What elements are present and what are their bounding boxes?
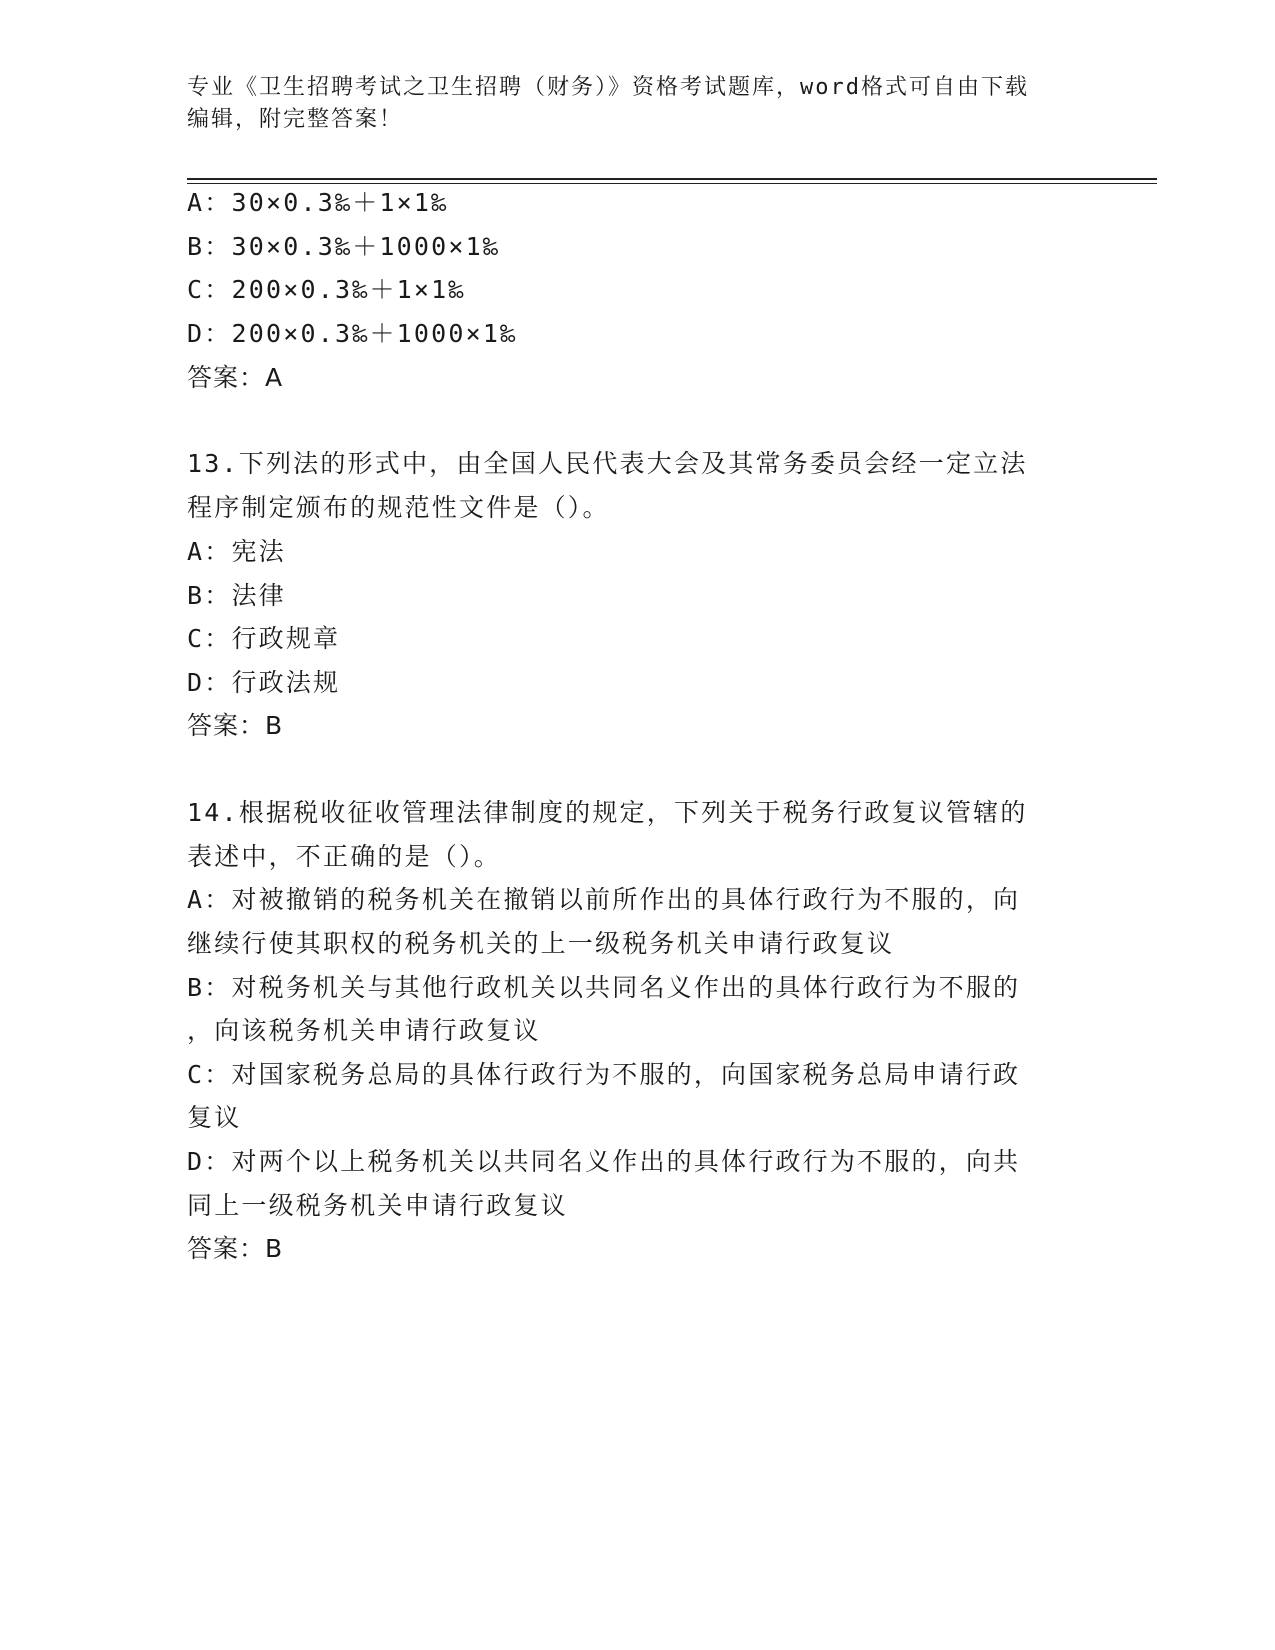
header-rule-thin [187,183,1157,184]
q14-stem-line-1: 14.根据税收征收管理法律制度的规定，下列关于税务行政复议管辖的 [187,798,1028,827]
q13-stem-line-2: 程序制定颁布的规范性文件是（）。 [187,493,610,522]
q12-option-c: C：200×0.3‰＋1×1‰ [187,275,466,304]
document-header [187,72,1067,136]
q14-option-c-line-2: 复议 [187,1103,242,1132]
q13-answer: 答案：B [187,711,284,740]
q13-option-c: C：行政规章 [187,624,341,653]
q13-stem-line-1: 13.下列法的形式中，由全国人民代表大会及其常务委员会经一定立法 [187,449,1028,478]
header-line-1: 专业《卫生招聘考试之卫生招聘（财务）》资格考试题库，word格式可自由下载 [187,75,1029,100]
q12-option-a: A：30×0.3‰＋1×1‰ [187,188,449,217]
q13-option-a: A：宪法 [187,537,286,566]
q13-option-d: D：行政法规 [187,668,341,697]
q14-answer: 答案：B [187,1234,284,1263]
header-rule-thick [187,178,1157,180]
header-line-2: 编辑，附完整答案！ [187,107,404,132]
q14-option-d-line-2: 同上一级税务机关申请行政复议 [187,1191,568,1220]
q14-option-a-line-1: A：对被撤销的税务机关在撤销以前所作出的具体行政行为不服的，向 [187,885,1021,914]
q14-option-d-line-1: D：对两个以上税务机关以共同名义作出的具体行政行为不服的，向共 [187,1147,1021,1176]
q14-stem-line-2: 表述中，不正确的是（）。 [187,842,501,871]
q14-option-b-line-2: ，向该税务机关申请行政复议 [187,1016,541,1045]
q14-option-a-line-2: 继续行使其职权的税务机关的上一级税务机关申请行政复议 [187,929,895,958]
q12-answer: 答案：A [187,363,284,392]
q12-option-b: B：30×0.3‰＋1000×1‰ [187,232,501,261]
q12-option-d: D：200×0.3‰＋1000×1‰ [187,319,518,348]
q14-option-c-line-1: C：对国家税务总局的具体行政行为不服的，向国家税务总局申请行政 [187,1060,1021,1089]
q13-option-b: B：法律 [187,581,286,610]
q14-option-b-line-1: B：对税务机关与其他行政机关以共同名义作出的具体行政行为不服的 [187,973,1021,1002]
